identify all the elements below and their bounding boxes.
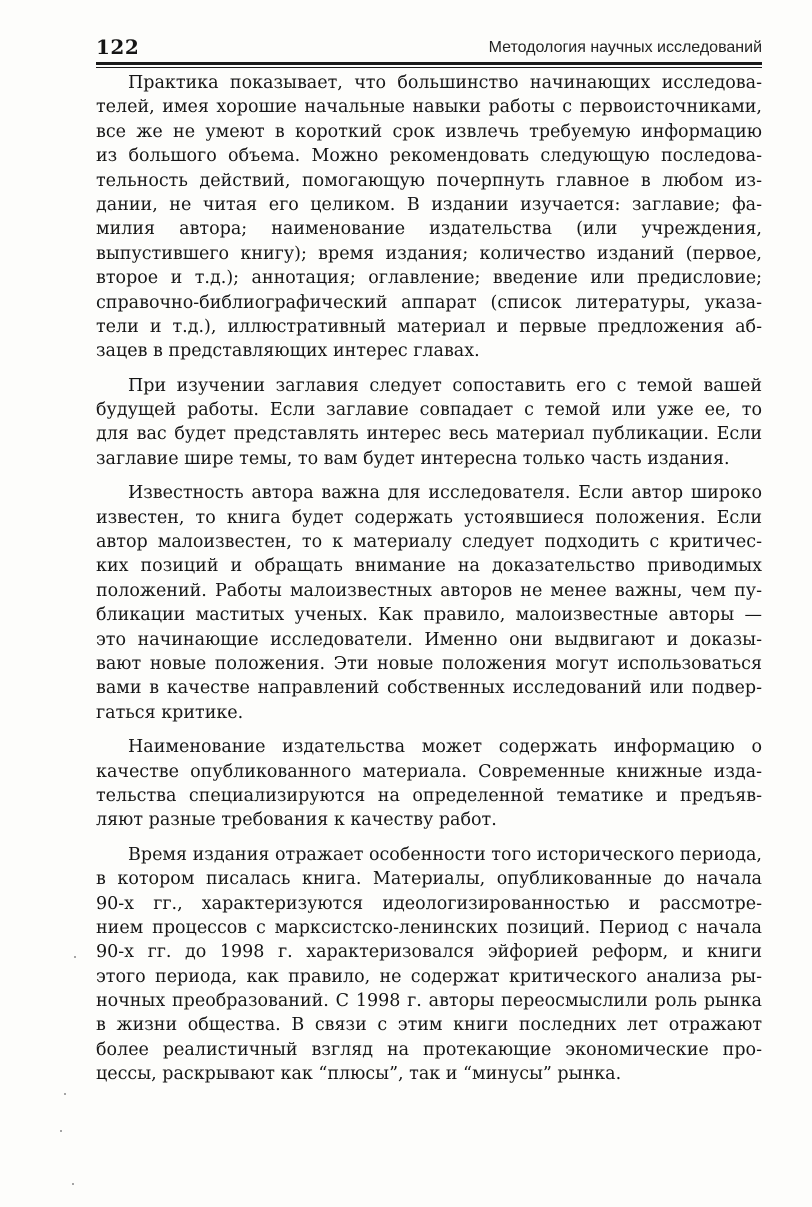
text-line: качестве опубликованного материала. Современные книжные изда-	[96, 761, 762, 782]
text-line: этого периода, как правило, не содержат критического анализа ры-	[96, 966, 762, 987]
text-line: вают новые положения. Эти новые положения могут использоваться	[96, 653, 762, 674]
text-line: цессы, раскрывают как “плюсы”, так и “минусы” рынка.	[96, 1064, 622, 1085]
text-line: заглавие шире темы, то вам будет интересна только часть издания.	[96, 448, 730, 469]
text-line: ляют разные требования к качеству работ.	[96, 810, 497, 831]
body-text	[96, 71, 762, 1097]
page-header	[96, 34, 762, 60]
text-line: тельства специализируются на определенной тематике и предъяв-	[96, 785, 762, 806]
text-line: это начинающие исследователи. Именно они выдвигают и доказы-	[96, 629, 762, 650]
text-line: При изучении заглавия следует сопоставить его с темой вашей	[128, 375, 762, 396]
text-line: телей, имея хорошие начальные навыки работы с первоисточниками,	[96, 97, 762, 118]
text-line: нием процессов с марксистско-ленинских позиций. Период с начала	[96, 917, 762, 938]
page-number: 122	[96, 35, 140, 59]
text-line: все же не умеют в короткий срок извлечь требуемую информацию	[96, 121, 762, 142]
text-line: из большого объема. Можно рекомендовать следующую последова-	[96, 146, 762, 167]
text-line: справочно-библиографический аппарат (список литературы, указа-	[96, 292, 762, 313]
paragraph-2	[96, 374, 762, 472]
text-line: Практика показывает, что большинство начинающих исследова-	[128, 73, 762, 93]
text-line: Наименование издательства может содержать информацию о	[128, 737, 762, 758]
scan-speck	[74, 956, 76, 958]
scan-speck	[60, 1130, 62, 1132]
text-line: Известность автора важна для исследователя. Если автор широко	[128, 483, 762, 504]
scan-speck	[72, 1183, 74, 1185]
running-title: Методология научных исследований	[488, 39, 762, 56]
text-line: в котором писалась книга. Материалы, опубликованные до начала	[96, 869, 762, 890]
text-line: 90-х гг. до 1998 г. характеризовался эйфорией реформ, и книги	[96, 942, 762, 963]
paragraph-1	[96, 71, 762, 364]
text-line: известен, то книга будет содержать устоявшиеся положения. Если	[96, 507, 762, 528]
text-line: положений. Работы малоизвестных авторов не менее важны, чем пу-	[96, 580, 762, 601]
paragraph-3	[96, 481, 762, 725]
text-line: зацев в представляющих интерес главах.	[96, 341, 480, 362]
header-rule-thick	[96, 62, 762, 65]
text-line: бликации маститых ученых. Как правило, малоизвестные авторы —	[96, 605, 762, 626]
text-line: в жизни общества. В связи с этим книги последних лет отражают	[96, 1015, 762, 1036]
text-line: дании, не читая его целиком. В издании изучается: заглавие; фа-	[96, 194, 762, 215]
scan-speck	[64, 1093, 66, 1095]
text-line: ночных преобразований. С 1998 г. авторы переосмыслили роль рынка	[96, 991, 762, 1012]
text-line: тельность действий, помогающую почерпнуть главное в любом из-	[96, 170, 762, 191]
text-line: будущей работы. Если заглавие совпадает с темой или уже ее, то	[96, 400, 762, 421]
text-line: Время издания отражает особенности того исторического периода,	[128, 844, 762, 865]
text-line: милия автора; наименование издательства (или учреждения,	[96, 219, 762, 240]
text-line: второе и т.д.); аннотация; оглавление; введение или предисловие;	[96, 268, 762, 289]
text-line: гаться критике.	[96, 702, 244, 723]
text-line: выпустившего книгу); время издания; количество изданий (первое,	[96, 243, 762, 264]
text-line: для вас будет представлять интерес весь материал публикации. Если	[96, 424, 762, 445]
paragraph-4	[96, 735, 762, 833]
text-line: более реалистичный взгляд на протекающие экономические про-	[96, 1039, 762, 1060]
text-line: 90-х гг., характеризуются идеологизированностью и рассмотре-	[96, 893, 762, 914]
text-line: автор малоизвестен, то к материалу следует подходить с критичес-	[96, 532, 762, 553]
paragraph-5	[96, 843, 762, 1087]
header-rule-thin	[96, 67, 762, 68]
text-line: ких позиций и обращать внимание на доказательство приводимых	[96, 556, 762, 577]
text-line: вами в качестве направлений собственных исследований или подвер-	[96, 678, 762, 699]
text-line: тели и т.д.), иллюстративный материал и первые предложения аб-	[96, 316, 762, 337]
